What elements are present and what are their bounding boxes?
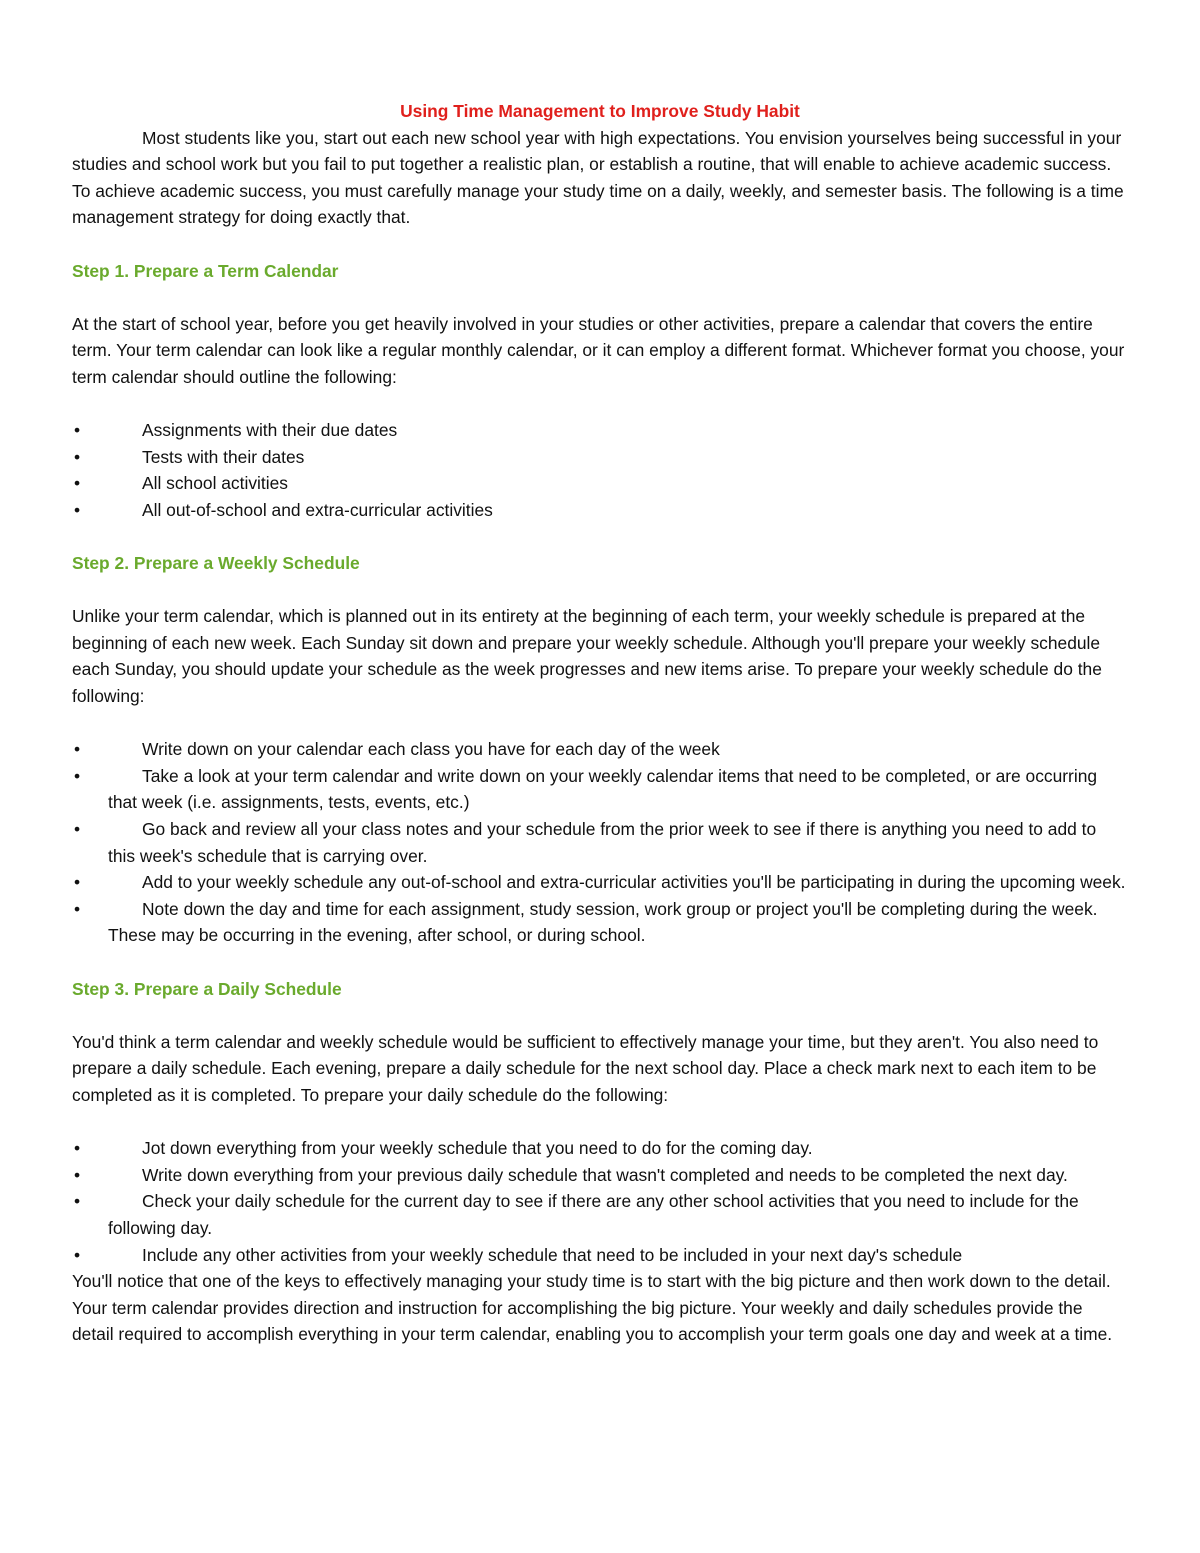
bullet-icon: • [74, 499, 81, 520]
bullet-icon: • [74, 872, 81, 893]
bullet-icon: • [74, 446, 81, 467]
list-item: • Add to your weekly schedule any out-of-school and extra-curricular activities you'll be participating in during the upcoming week. [72, 869, 1128, 896]
bullet-icon: • [74, 739, 81, 760]
bullet-icon: • [74, 819, 81, 840]
list-item: • Check your daily schedule for the current day to see if there are any other school activities that you need to include for the following day. [72, 1188, 1128, 1241]
step1-heading: Step 1. Prepare a Term Calendar [72, 260, 339, 281]
step2-paragraph: Unlike your term calendar, which is planned out in its entirety at the beginning of each term, your weekly schedule is prepared at the beginning of each new week. Each Sunday sit down and prepare your weekly schedule. Although you'll prepare your weekly schedule each Sunday, you should update your schedule as the week progresses and new items arise. To prepare your weekly schedule do the following: [72, 606, 1102, 707]
step1-list [72, 417, 1128, 523]
step3-list [72, 1135, 1128, 1268]
list-item: • Write down on your calendar each class you have for each day of the week [72, 736, 1128, 763]
list-item: • All school activities [72, 470, 1128, 497]
step3-heading: Step 3. Prepare a Daily Schedule [72, 978, 342, 999]
list-item: • All out-of-school and extra-curricular activities [72, 497, 1128, 524]
list-item: • Note down the day and time for each assignment, study session, work group or project you'll be completing during the week. These may be occurring in the evening, after school, or during school. [72, 896, 1128, 949]
list-item: • Assignments with their due dates [72, 417, 1128, 444]
list-item: • Tests with their dates [72, 444, 1128, 471]
list-item: • Go back and review all your class notes and your schedule from the prior week to see if there is anything you need to add to this week's schedule that is carrying over. [72, 816, 1128, 869]
list-item: • Include any other activities from your weekly schedule that need to be included in your next day's schedule [72, 1242, 1128, 1269]
bullet-icon: • [74, 1244, 81, 1265]
step1-paragraph: At the start of school year, before you get heavily involved in your studies or other activities, prepare a calendar that covers the entire term. Your term calendar can look like a regular monthly calendar, or it can employ a different format. Whichever format you choose, your term calendar should outline the following: [72, 313, 1125, 387]
intro-paragraph: Most students like you, start out each new school year with high expectations. You envision yourselves being successful in your studies and school work but you fail to put together a realistic plan, or establish a routine, that will enable to achieve academic success. To achieve academic success, you must carefully manage your study time on a daily, weekly, and semester basis. The following is a time management strategy for doing exactly that. [72, 127, 1124, 228]
list-item: • Take a look at your term calendar and write down on your weekly calendar items that need to be completed, or are occurring that week (i.e. assignments, tests, events, etc.) [72, 763, 1128, 816]
step2-heading: Step 2. Prepare a Weekly Schedule [72, 553, 360, 574]
bullet-icon: • [74, 473, 81, 494]
document-title: Using Time Management to Improve Study Habit [400, 101, 800, 121]
bullet-icon: • [74, 420, 81, 441]
step2-list [72, 736, 1128, 949]
bullet-icon: • [74, 1138, 81, 1159]
closing-paragraph: You'll notice that one of the keys to effectively managing your study time is to start with the big picture and then work down to the detail. Your term calendar provides direction and instruction for accomplishing the big picture. Your weekly and daily schedules provide the detail required to accomplish everything in your term calendar, enabling you to accomplish your term goals one day and week at a time. [72, 1271, 1113, 1345]
bullet-icon: • [74, 1164, 81, 1185]
bullet-icon: • [74, 765, 81, 786]
bullet-icon: • [74, 898, 81, 919]
list-item: • Write down everything from your previous daily schedule that wasn't completed and needs to be completed the next day. [72, 1162, 1128, 1189]
bullet-icon: • [74, 1191, 81, 1212]
list-item: • Jot down everything from your weekly schedule that you need to do for the coming day. [72, 1135, 1128, 1162]
step3-paragraph: You'd think a term calendar and weekly schedule would be sufficient to effectively manage your time, but they aren't. You also need to prepare a daily schedule. Each evening, prepare a daily schedule for the next school day. Place a check mark next to each item to be completed as it is completed. To prepare your daily schedule do the following: [72, 1031, 1099, 1105]
